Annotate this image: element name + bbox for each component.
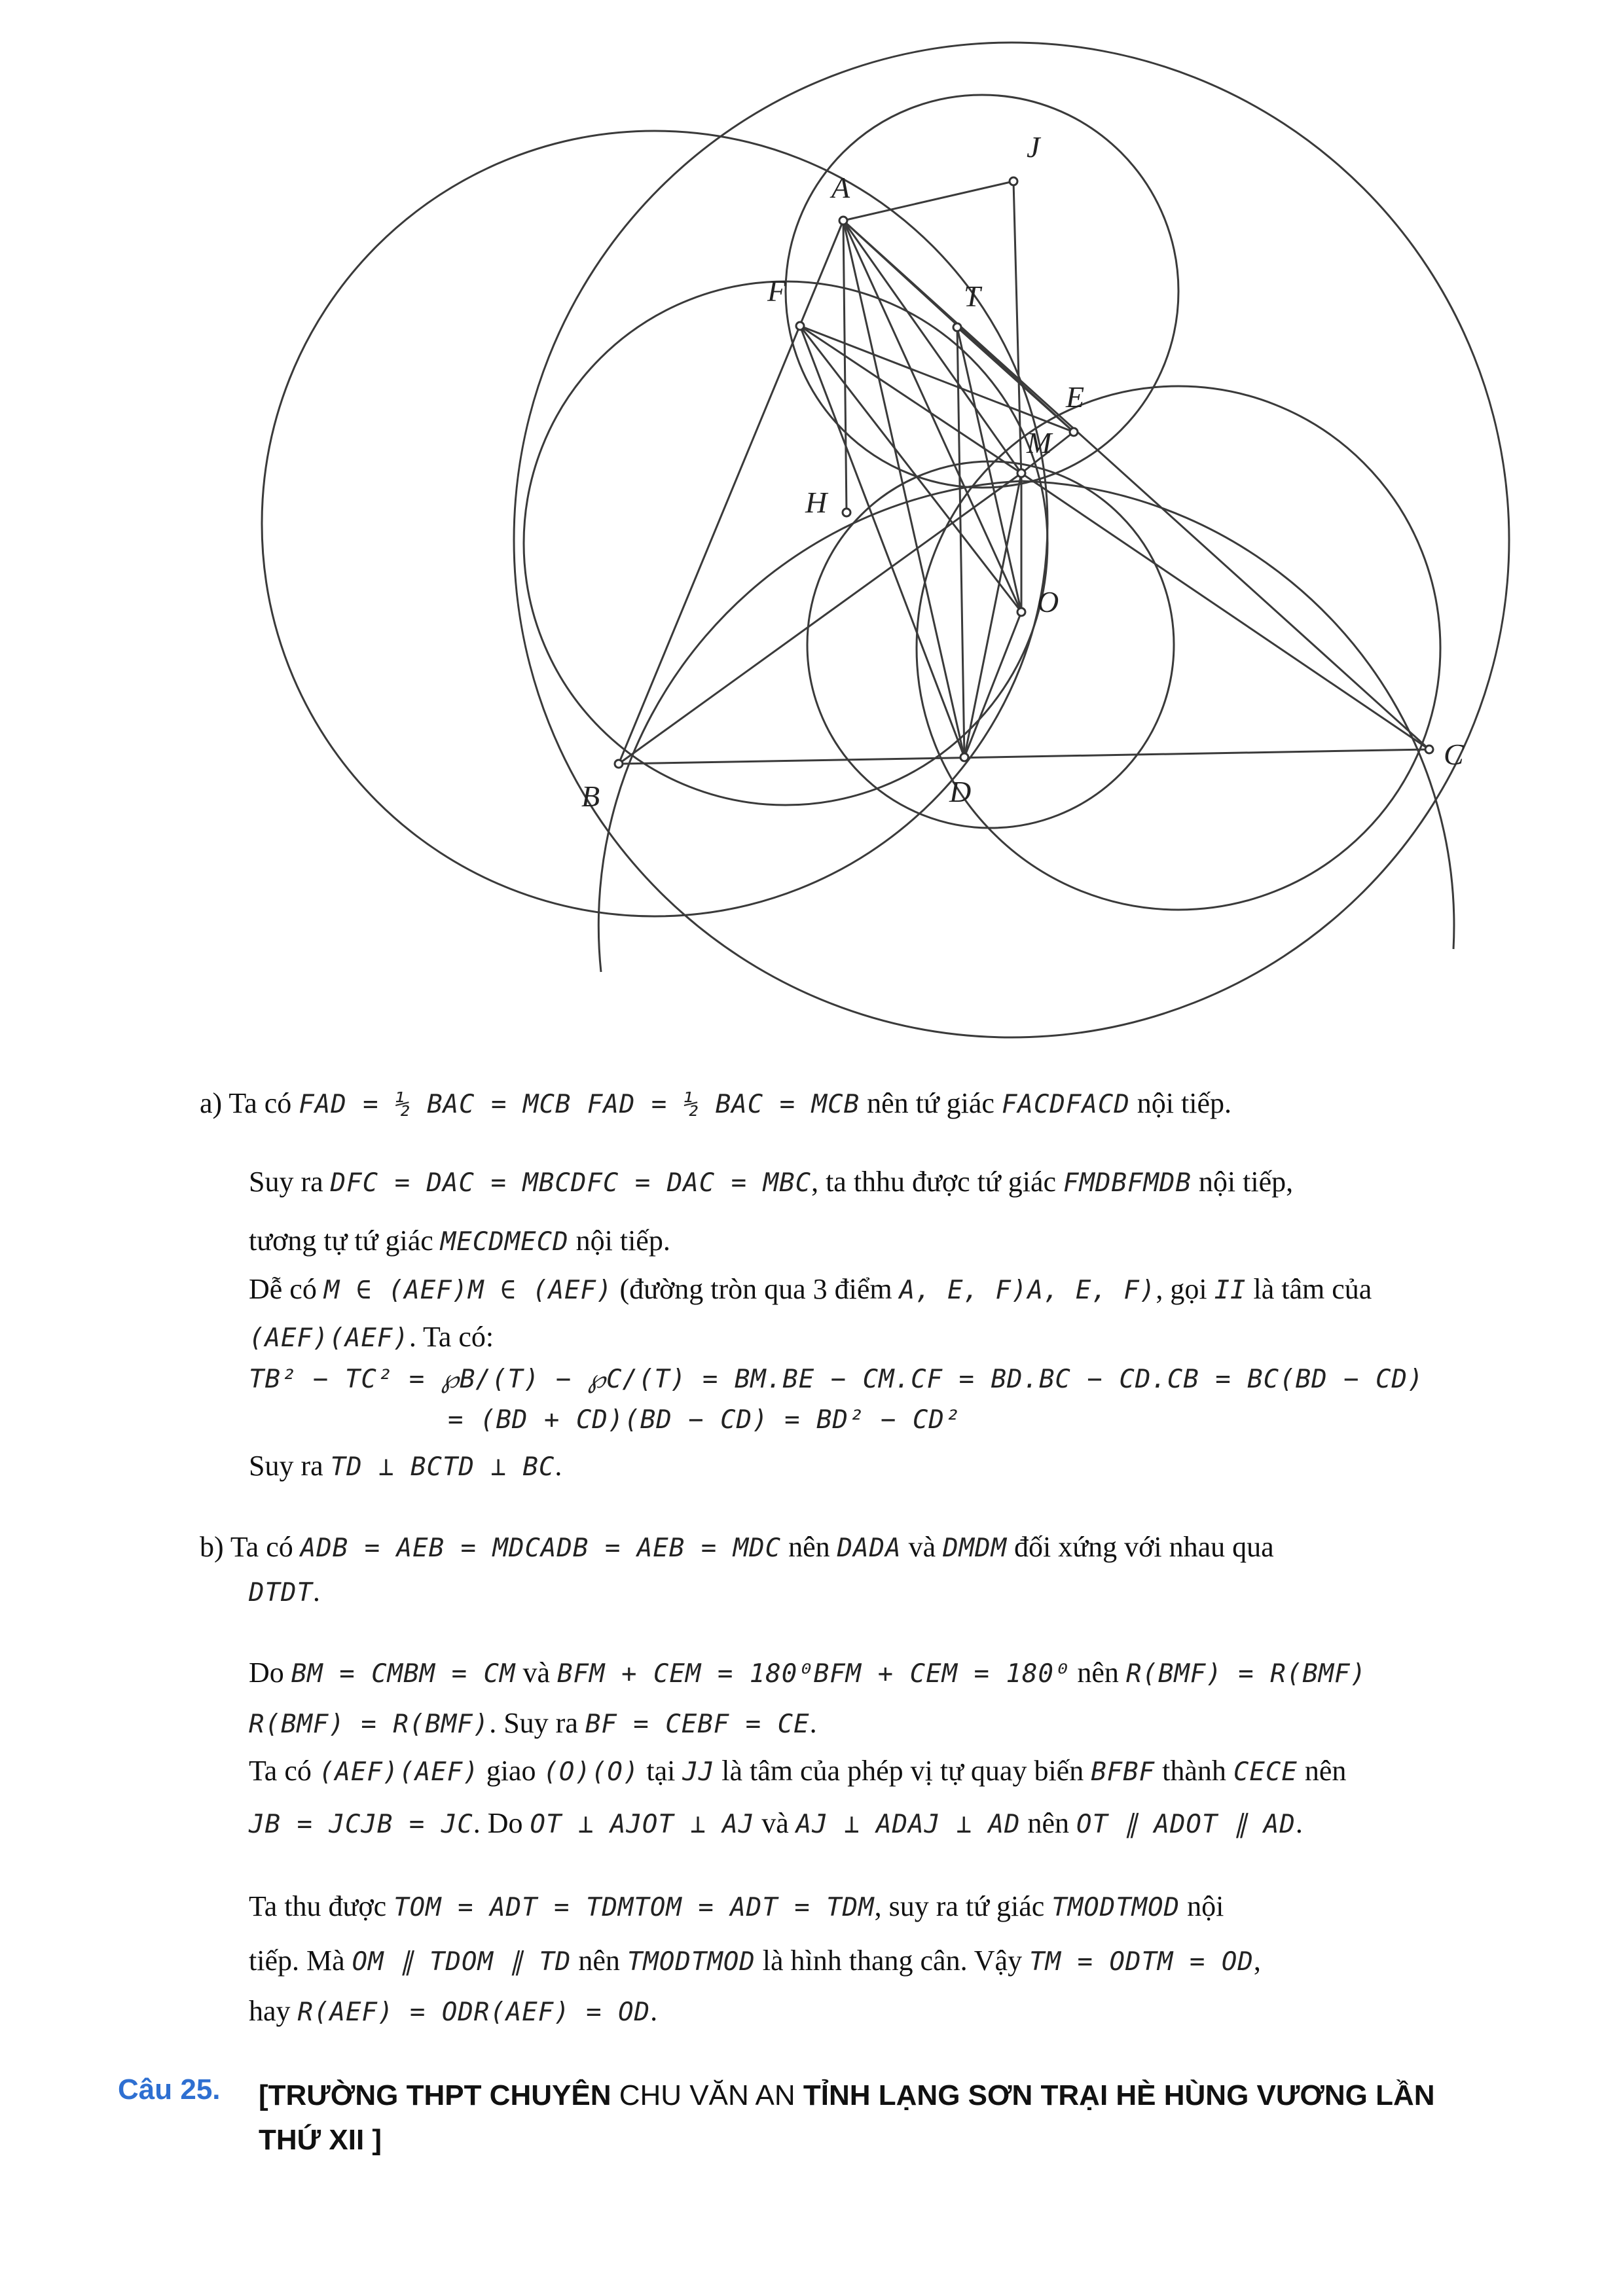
math: (AEF)(AEF) xyxy=(249,1323,409,1353)
point-M xyxy=(1017,469,1025,477)
text: đối xứng với nhau qua xyxy=(1014,1531,1274,1563)
label-A: A xyxy=(831,171,850,204)
text: a) Ta có xyxy=(200,1087,292,1119)
math: R(BMF) = R(BMF) xyxy=(249,1710,490,1739)
text: nên tứ giác xyxy=(867,1087,994,1119)
text: . xyxy=(1295,1807,1303,1839)
text: và xyxy=(761,1807,789,1839)
part-b-line-8 xyxy=(249,1943,1261,1981)
text: là hình thang cân. Vậy xyxy=(762,1945,1023,1977)
segment-MD xyxy=(964,473,1021,757)
math: TMODTMOD xyxy=(627,1947,756,1977)
text: là tâm của phép vị tự quay biến xyxy=(721,1755,1084,1787)
part-a-line-6 xyxy=(249,1360,1423,1398)
part-b-line-7 xyxy=(249,1888,1224,1926)
part-a-line-4 xyxy=(249,1271,1372,1309)
math: DADA xyxy=(837,1534,902,1563)
part-b-line-3 xyxy=(249,1655,1366,1693)
math: BM = CMBM = CM xyxy=(291,1659,516,1689)
math-equation: = (BD + CD)(BD − CD) = BD² − CD² xyxy=(448,1405,961,1435)
text: tiếp. Mà xyxy=(249,1945,345,1977)
text: hay xyxy=(249,1995,291,2027)
text: nên xyxy=(1304,1755,1347,1787)
math: OT ⊥ AJOT ⊥ AJ xyxy=(530,1810,755,1839)
text: và xyxy=(522,1657,551,1689)
part-b-line-4 xyxy=(249,1705,817,1743)
math: DTDT xyxy=(249,1578,313,1607)
text: nội tiếp. xyxy=(575,1225,670,1257)
part-b-line-6 xyxy=(249,1805,1303,1843)
math-equation: TB² − TC² = ℘B/(T) − ℘C/(T) = BM.BE − CM.CF = BD.BC − CD.CB = BC(BD − CD) xyxy=(249,1365,1424,1394)
text: Ta thu được xyxy=(249,1890,387,1922)
math: II xyxy=(1214,1276,1247,1305)
text: Suy ra xyxy=(249,1450,323,1482)
part-a-line-1 xyxy=(200,1085,1231,1123)
math: TD ⊥ BCTD ⊥ BC xyxy=(330,1452,555,1482)
math: FACDFACD xyxy=(1001,1090,1130,1119)
text: và xyxy=(908,1531,936,1563)
point-J xyxy=(1010,177,1017,185)
text: , suy ra tứ giác xyxy=(874,1890,1045,1922)
label-H: H xyxy=(805,486,828,519)
text: . xyxy=(555,1450,562,1482)
label-O: O xyxy=(1037,585,1059,619)
math: MECDMECD xyxy=(440,1227,569,1257)
math: DFC = DAC = MBCDFC = DAC = MBC xyxy=(330,1168,812,1198)
segment-AM xyxy=(843,221,1021,473)
point-B xyxy=(615,760,623,768)
math: ADB = AEB = MDCADB = AEB = MDC xyxy=(300,1534,782,1563)
text: nội tiếp, xyxy=(1198,1166,1294,1198)
part-b-line-1 xyxy=(200,1529,1274,1567)
text: . xyxy=(312,1575,320,1607)
label-F: F xyxy=(767,274,786,308)
part-a-line-5 xyxy=(249,1319,494,1357)
text: nên xyxy=(788,1531,830,1563)
math: A, E, F)A, E, F) xyxy=(899,1276,1156,1305)
question-number: Câu 25. xyxy=(118,2073,221,2106)
label-T: T xyxy=(964,279,981,313)
text: Dễ có xyxy=(249,1273,317,1305)
math: R(BMF) = R(BMF) xyxy=(1125,1659,1367,1689)
math: OM ∥ TDOM ∥ TD xyxy=(352,1947,572,1977)
arc-lower-right xyxy=(1021,481,1454,949)
point-A xyxy=(839,217,847,224)
math: CECE xyxy=(1233,1757,1298,1787)
text: nên xyxy=(1077,1657,1119,1689)
text: b) Ta có xyxy=(200,1531,293,1563)
math: (AEF)(AEF) xyxy=(318,1757,479,1787)
text: nên xyxy=(1027,1807,1070,1839)
text: Ta có xyxy=(249,1755,312,1787)
geometry-figure xyxy=(0,0,1623,1073)
text: , gọi xyxy=(1156,1273,1207,1305)
text: nên xyxy=(578,1945,620,1977)
circle-DEC xyxy=(917,386,1440,910)
point-C xyxy=(1425,745,1433,753)
math: JJ xyxy=(682,1757,715,1787)
question-title xyxy=(259,2073,1503,2162)
text: Do xyxy=(249,1657,284,1689)
math: FAD = ½ BAC = MCB FAD = ½ BAC = MCB xyxy=(299,1090,860,1119)
part-a-line-7 xyxy=(448,1401,960,1439)
label-C: C xyxy=(1444,738,1464,771)
segment-MC xyxy=(1021,473,1429,749)
part-b-line-5 xyxy=(249,1753,1346,1791)
title-bold-1: [TRƯỜNG THPT CHUYÊN xyxy=(259,2079,611,2111)
math: R(AEF) = ODR(AEF) = OD xyxy=(297,1998,651,2027)
text: , ta thhu được tứ giác xyxy=(811,1166,1057,1198)
part-b-line-9 xyxy=(249,1993,657,2031)
math: (O)(O) xyxy=(543,1757,640,1787)
point-F xyxy=(796,322,804,330)
text: thành xyxy=(1162,1755,1226,1787)
text: . xyxy=(650,1995,658,2027)
point-H xyxy=(843,509,850,516)
text: (đường tròn qua 3 điểm xyxy=(619,1273,892,1305)
label-E: E xyxy=(1066,380,1085,414)
segment-BC xyxy=(619,749,1429,764)
label-B: B xyxy=(581,780,600,813)
segment-JD xyxy=(1013,181,1021,478)
text: , xyxy=(1253,1945,1261,1977)
text: tương tự tứ giác xyxy=(249,1225,433,1257)
label-M: M xyxy=(1027,426,1052,459)
text: . xyxy=(809,1707,817,1739)
circle-MDO xyxy=(807,461,1174,828)
text: giao xyxy=(486,1755,536,1787)
math: TMODTMOD xyxy=(1051,1893,1180,1922)
part-a-line-3 xyxy=(249,1223,670,1261)
segment-AH xyxy=(843,221,847,512)
circle-ABC-circumcircle xyxy=(514,43,1509,1037)
text: . Ta có: xyxy=(409,1321,494,1353)
math: JB = JCJB = JC xyxy=(249,1810,473,1839)
segment-AJ xyxy=(843,181,1013,221)
text: . Do xyxy=(473,1807,523,1839)
math: M ∈ (AEF)M ∈ (AEF) xyxy=(323,1276,613,1305)
point-O xyxy=(1017,608,1025,616)
text: tại xyxy=(646,1755,676,1787)
title-normal: CHU VĂN AN xyxy=(619,2079,795,2111)
point-E xyxy=(1070,428,1078,436)
point-T xyxy=(953,323,961,331)
math: OT ∥ ADOT ∥ AD xyxy=(1076,1810,1296,1839)
math: TM = ODTM = OD xyxy=(1029,1947,1254,1977)
math: BFBF xyxy=(1091,1757,1156,1787)
point-D xyxy=(960,753,968,761)
label-D: D xyxy=(949,775,972,808)
math: DMDM xyxy=(943,1534,1008,1563)
math: BFM + CEM = 180⁰BFM + CEM = 180⁰ xyxy=(557,1659,1070,1689)
text: nội xyxy=(1187,1890,1224,1922)
text: Suy ra xyxy=(249,1166,323,1198)
part-b-line-2 xyxy=(249,1573,320,1611)
part-a-line-2 xyxy=(249,1164,1293,1202)
title-bold-2: TỈNH LẠNG SƠN TRẠI HÈ HÙNG VƯƠNG LẦN THỨ XII ] xyxy=(259,2079,1435,2156)
circle-left-large xyxy=(262,131,1048,916)
label-J: J xyxy=(1027,130,1040,164)
math: AJ ⊥ ADAJ ⊥ AD xyxy=(795,1810,1021,1839)
text: là tâm của xyxy=(1253,1273,1372,1305)
text: . Suy ra xyxy=(489,1707,578,1739)
part-a-line-8 xyxy=(249,1448,562,1486)
math: BF = CEBF = CE xyxy=(585,1710,810,1739)
math: FMDBFMDB xyxy=(1063,1168,1192,1198)
math: TOM = ADT = TDMTOM = ADT = TDM xyxy=(393,1893,875,1922)
text: nội tiếp. xyxy=(1137,1087,1231,1119)
